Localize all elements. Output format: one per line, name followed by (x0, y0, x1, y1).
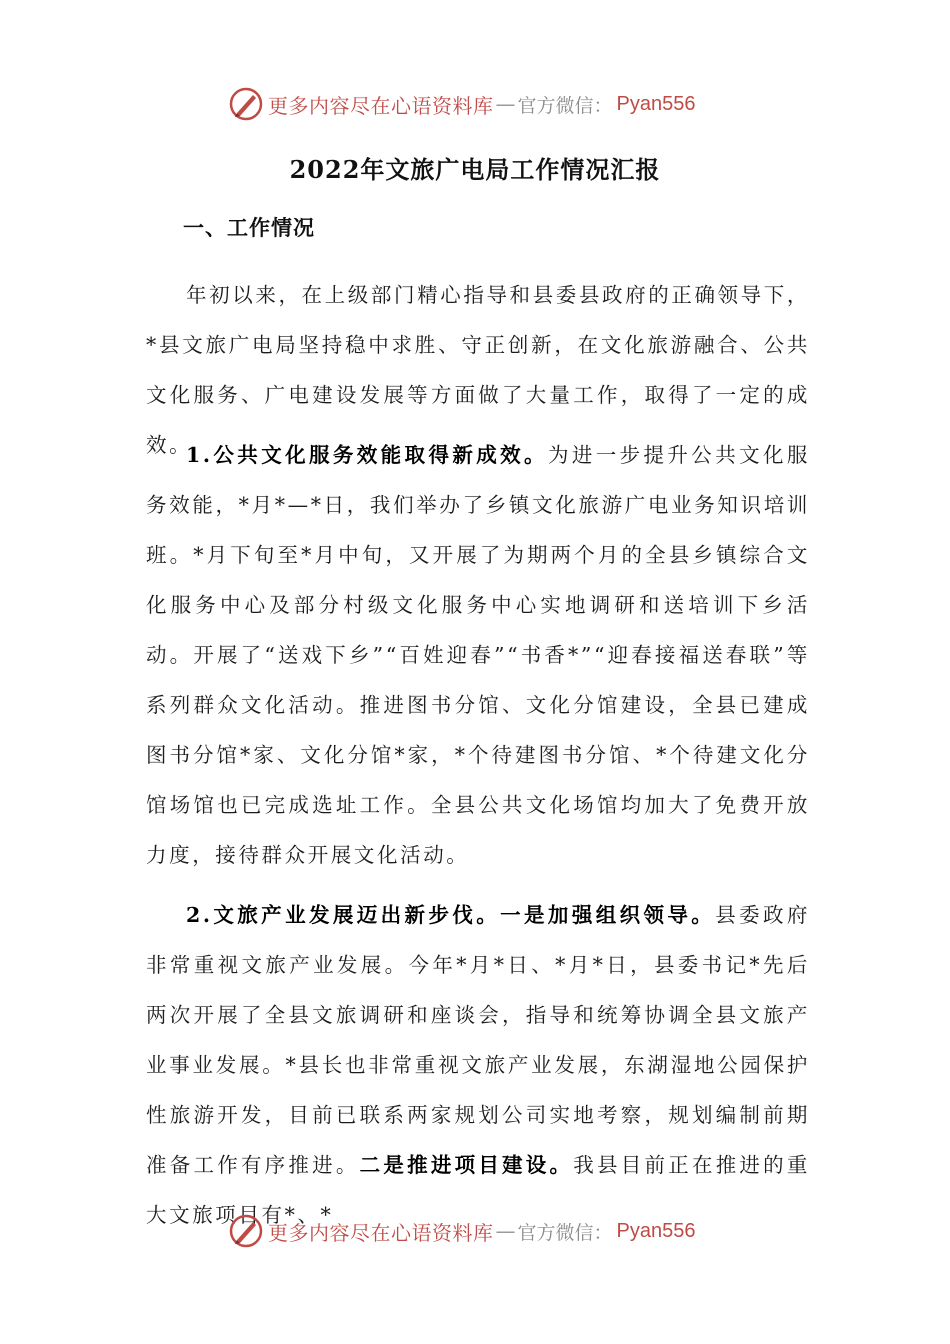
banner-text: 更多内容尽在心语资料库 (268, 1220, 494, 1245)
item2-lead: 2.文旅产业发展迈出新步伐。 (186, 903, 501, 927)
document-title: 2022年文旅广电局工作情况汇报 (289, 155, 661, 184)
banner-wechat-label: 官方微信： (517, 94, 613, 117)
item1-paragraph (146, 430, 810, 880)
item2-sub2-lead: 二是推进项目建设。 (359, 1153, 574, 1177)
item2-sub1-body: 县委政府非常重视文旅产业发展。今年*月*日、*月*日，县委书记*先后两次开展了全县文旅调研和座谈会，指导和统筹协调全县文旅产业事业发展。*县长也非常重视文旅产业发展，东湖湿地公园保护性旅游开发，目前已联系两家规划公司实地考察，规划编制前期准备工作有序推进。 (146, 903, 810, 1177)
banner-dash: — (495, 92, 516, 116)
banner-wechat-id: Pyan556 (616, 1219, 696, 1242)
banner-dash: — (495, 1219, 516, 1243)
section-heading: 一、工作情况 (183, 215, 315, 240)
item1-lead: 1.公共文化服务效能取得新成效。 (186, 443, 548, 467)
pen-logo-icon (228, 86, 264, 122)
item1-body: 为进一步提升公共文化服务效能，*月*—*日，我们举办了乡镇文化旅游广电业务知识培训班。*月下旬至*月中旬，又开展了为期两个月的全县乡镇综合文化服务中心及部分村级文化服务中心实地调研和送培训下乡活动。开展了“送戏下乡”“百姓迎春”“书香*”“迎春接福送春联”等系列群众文化活动。推进图书分馆、文化分馆建设，全县已建成图书分馆*家、文化分馆*家，*个待建图书分馆、*个待建文化分馆场馆也已完成选址工作。全县公共文化场馆均加大了免费开放力度，接待群众开展文化活动。 (146, 443, 810, 867)
item2-sub1-lead: 一是加强组织领导。 (500, 903, 716, 927)
pen-logo-icon (228, 1213, 264, 1249)
banner-text: 更多内容尽在心语资料库 (268, 93, 494, 118)
banner-wechat-label: 官方微信： (517, 1221, 613, 1244)
banner-wechat-id: Pyan556 (616, 92, 696, 115)
header-watermark-banner (228, 84, 748, 124)
footer-watermark-banner (228, 1211, 748, 1251)
item2-sub2-body: 我县目前正在推进的重大文旅项目有*、* (146, 1153, 811, 1227)
item2-paragraph (146, 890, 810, 1240)
intro-text: 年初以来，在上级部门精心指导和县委县政府的正确领导下，*县文旅广电局坚持稳中求胜、守正创新，在文化旅游融合、公共文化服务、广电建设发展等方面做了大量工作，取得了一定的成效。 (146, 283, 810, 457)
